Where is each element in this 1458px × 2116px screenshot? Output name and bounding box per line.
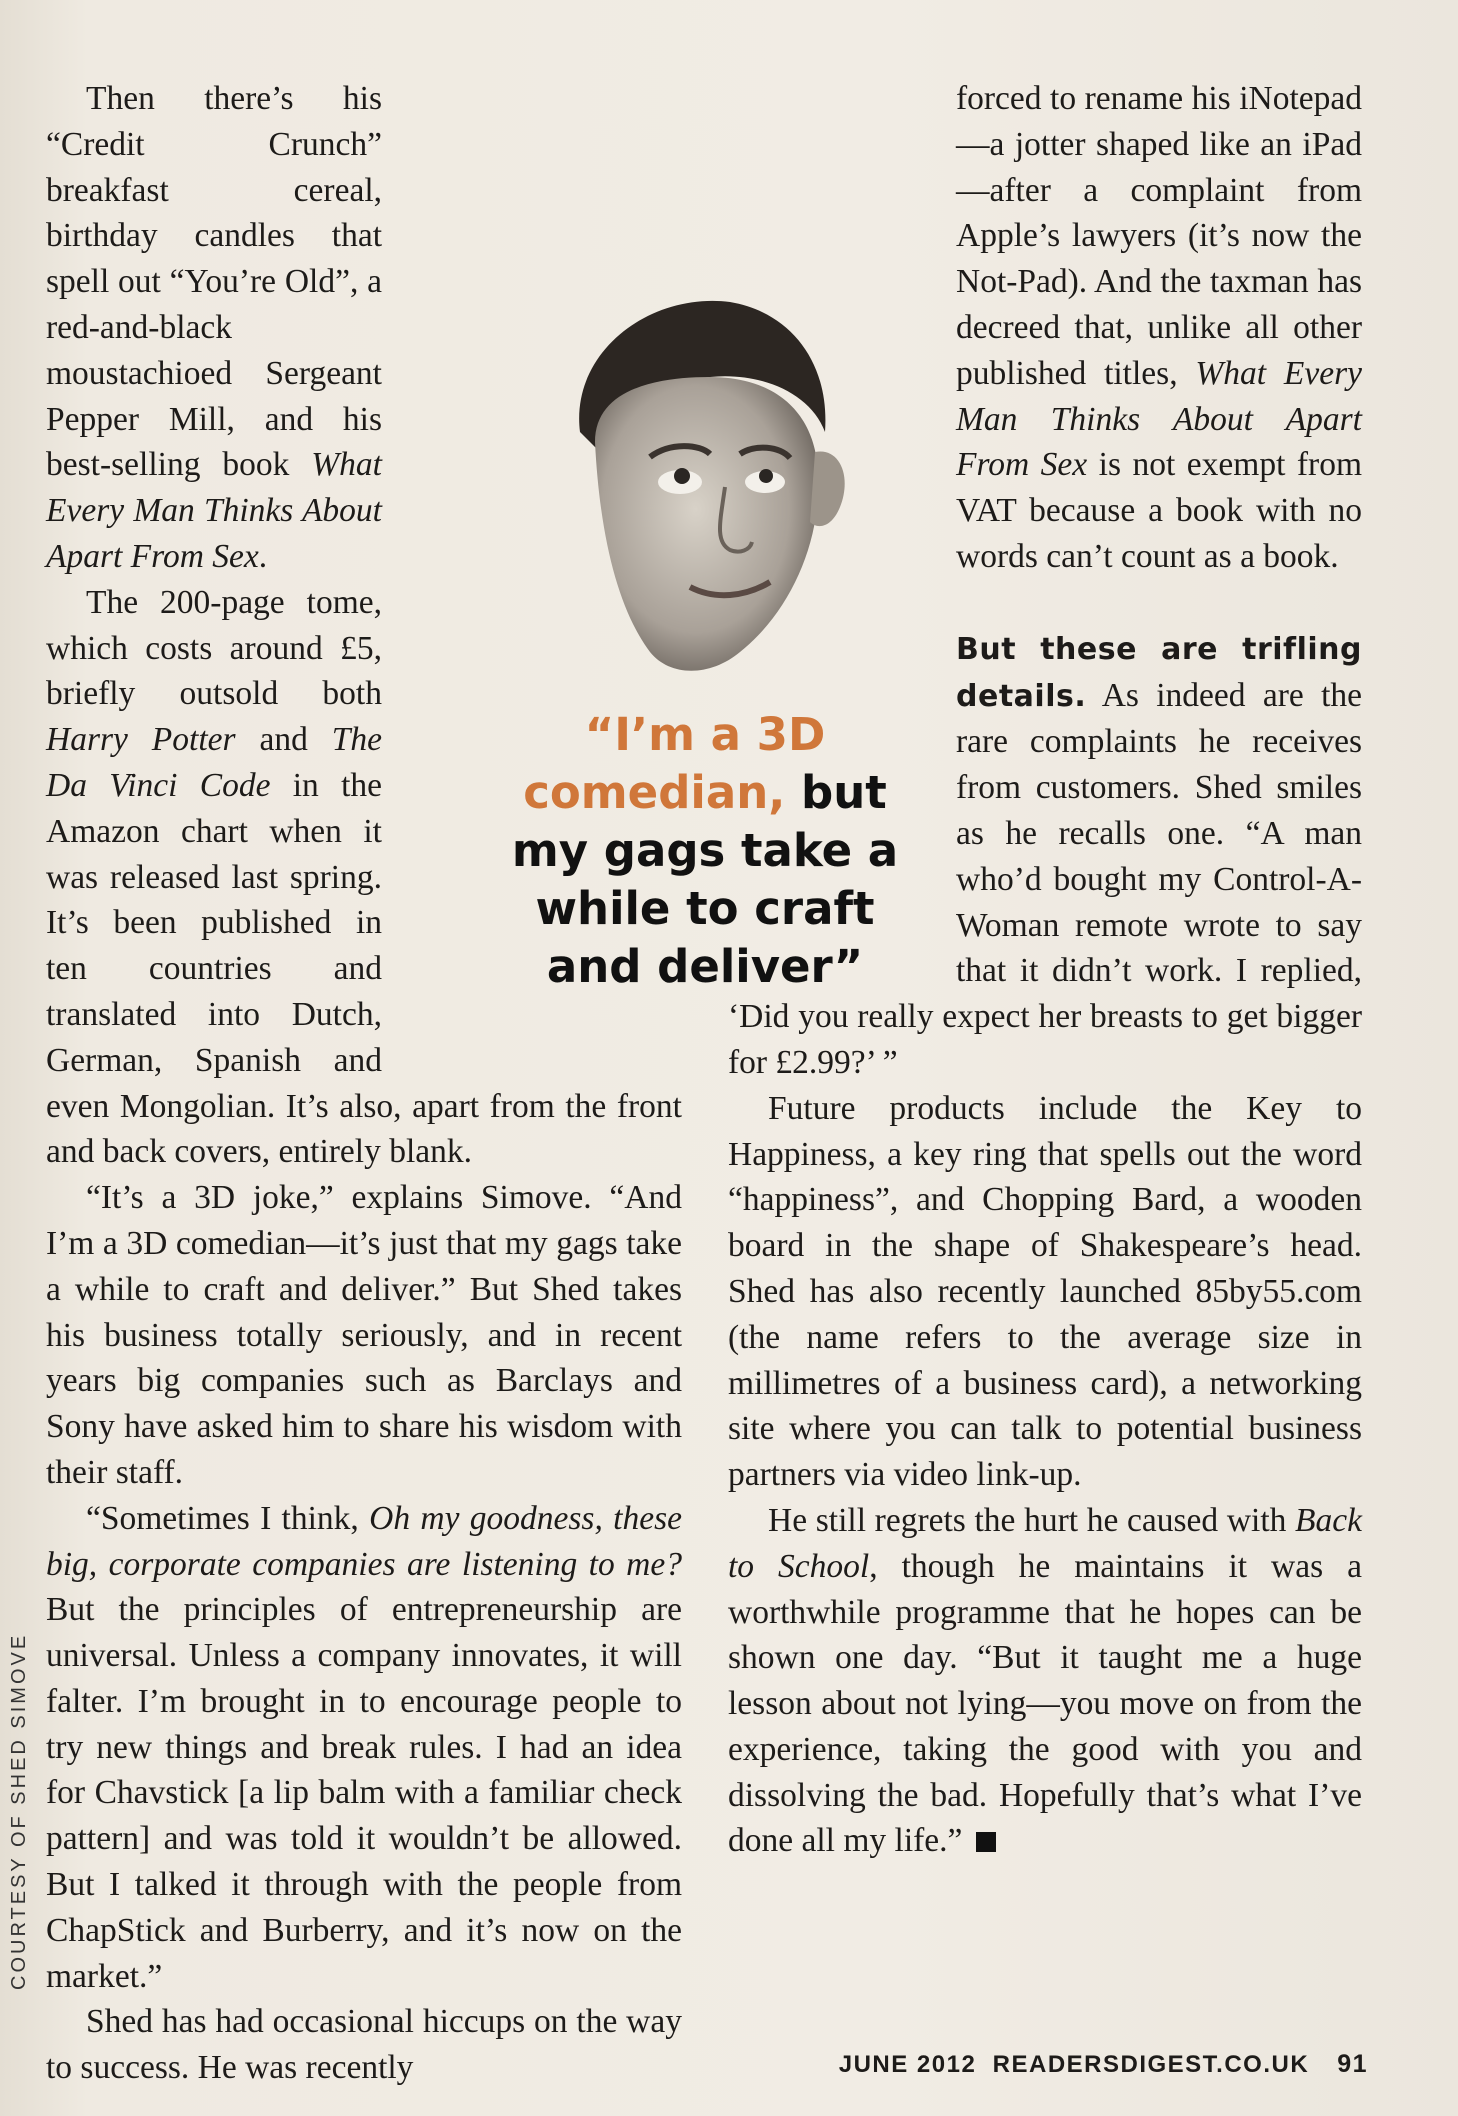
text-run: But the principles of entrepreneurship are universal. Unless a company innovates, it will falter. I’m brought in to encourage people to try new things and break rules. I had an idea for Chavstick [a lip balm with a familiar check pattern] and was told it wouldn’t be allowed. But I talked it through with the people from ChapStick and Burberry, and it’s now on the market.” — [46, 1591, 682, 1995]
text-run: He still regrets the hurt he caused with — [768, 1501, 1296, 1539]
end-of-article-mark — [976, 1832, 996, 1852]
right-paragraph-4 — [728, 1498, 1362, 1864]
left-paragraph-4 — [46, 1496, 682, 2000]
left-paragraph-3: “It’s a 3D joke,” explains Simove. “And I’m a 3D comedian—it’s just that my gags take a while to craft and deliver.” But Shed takes his business totally seriously, and in recent years big companies such as Barclays and Sony have asked him to share his wisdom with their staff. — [46, 1179, 682, 1491]
right-paragraph-1 — [728, 76, 1362, 580]
page-footer — [800, 2050, 1368, 2079]
pull-quote-text: but my gags take a while to craft and deliver” — [511, 766, 899, 993]
left-paragraph-5: Shed has had occasional hiccups on the way to success. He was recently — [46, 2003, 682, 2087]
book-title: What Every Man Thinks About Apart From Sex — [46, 446, 382, 575]
pull-quote-highlight: “I’m a 3D comedian, — [523, 708, 826, 819]
text-run: . — [258, 537, 268, 575]
italic-thought: Oh my goodness, these big, corporate companies are listening to me? — [46, 1499, 682, 1583]
pull-quote — [495, 706, 915, 996]
photo-credit: COURTESY OF SHED SIMOVE — [8, 1632, 30, 1990]
programme-title: Back to School — [728, 1501, 1362, 1585]
book-title: Harry Potter — [46, 721, 236, 759]
text-run: forced to rename his iNotepad—a jotter shaped like an iPad—after a complaint from Apple’s lawyers (it’s now the Not-Pad). And the taxman has decreed that, unlike all other published titles, — [956, 80, 1362, 392]
text-run: in the Amazon chart when it was released last spring. It’s been published in ten countries and translated into Dutch, German, Spanish and even Mongolian. It’s also, apart from the front and back covers, entirely blank. — [46, 766, 682, 1171]
book-title: The Da Vinci Code — [46, 721, 382, 804]
book-title: What Every Man Thinks About Apart From Sex — [956, 354, 1362, 484]
text-run: is not exempt from VAT because a book with no words can’t count as a book. — [956, 446, 1363, 575]
text-run: As indeed are the rare complaints he receives from customers. Shed smiles as he recalls one. “A man who’d bought my Control-A-Woman remote wrote to say that it didn’t work. I replied, ‘Did you really expect her breasts to get bigger for £2.99?’ ” — [728, 676, 1362, 1081]
left-column — [46, 76, 682, 2091]
text-run: , though he maintains it was a worthwhile programme that he hopes can be shown one day. “But it taught me a huge lesson about not lying—you move on from the experience, taking the good with you and dissolving the bad. Hopefully that’s what I’ve done all my life.” — [728, 1547, 1362, 1860]
text-run: The 200-page tome, which costs around £5, briefly outsold both — [46, 583, 382, 713]
text-run: and — [235, 721, 332, 759]
text-run: “Sometimes I think, — [86, 1499, 370, 1537]
right-paragraph-3: Future products include the Key to Happiness, a key ring that spells out the word “happiness”, and Chopping Bard, a wooden board in the shape of Shakespeare’s head. Shed has also recently launched 85by55.com (the name refers to the average size in millimetres of a business card), a networking site where you can talk to potential business partners via video link-up. — [728, 1089, 1362, 1494]
text-run: Then there’s his “Credit Crunch” breakfast cereal, birthday candles that spell out “You’re Old”, a red-and-black moustachioed Sergeant Pepper Mill, and his best-selling book — [46, 80, 382, 484]
bold-lead-in: But these are trifling details. — [956, 631, 1362, 714]
page-number: 91 — [1337, 2050, 1368, 2078]
footer-issue: JUNE 2012 READERSDIGEST.CO.UK — [838, 2051, 1310, 2078]
